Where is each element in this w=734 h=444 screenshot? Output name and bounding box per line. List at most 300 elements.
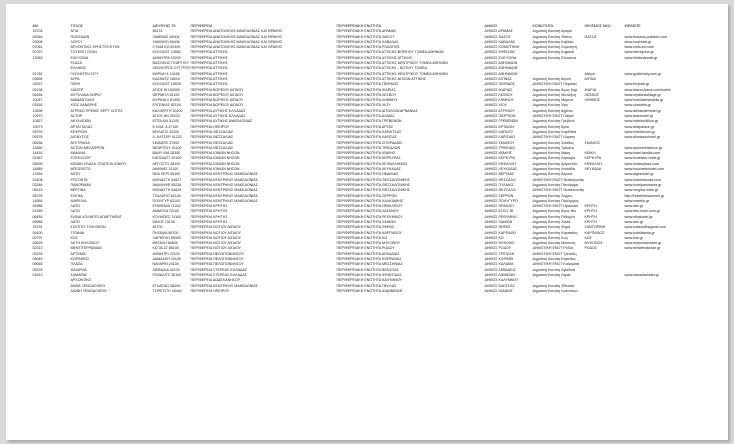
- cell-municipality: ΔΗΜΟΣ ΙΚΑΡΙΑΣ: [484, 87, 513, 92]
- cell-region: ΠΕΡΙΦΕΡΕΙΑ ΑΤΤΙΚΗΣ: [190, 71, 228, 76]
- cell-regional-unit: ΠΕΡΙΦΕΡΕΙΑΚΗ ΕΝΟΤΗΤΑ ΣΠΟΡΑΔΩΝ: [336, 140, 402, 145]
- cell-address: ΤΣΑΛΟΠΟ 62100: [152, 193, 181, 198]
- cell-title: ΧΑΙΖΕΡ: [70, 87, 84, 92]
- cell-address: ΕΠΙΜΕΝΙΔ 71202: [152, 204, 181, 209]
- cell-municipality: ΔΗΜΟΣ ΚΟΜΟΤΗΝΗ: [484, 45, 520, 50]
- cell-regional-unit: ΠΕΡΙΦΕΡΕΙΑΚΗ ΕΝΟΤΗΤΑ ΘΕΣΣΑΛΟΝΙΚΗΣ: [336, 182, 410, 187]
- cell-regional-unit: ΠΕΡΙΦΕΡΕΙΑΚΗ ΕΝΟΤΗΤΑ ΛΑΡΙΣΑΣ: [336, 135, 397, 140]
- cell-municipality: ΔΗΜΟΣ ΠΟΛΥΓΥΡΟ: [484, 198, 518, 203]
- cell-am: 05419: [32, 188, 43, 193]
- cell-address: ΛΕΩΦΟΡΟΣ ΣΥΓΓΡΟΥ: [152, 66, 190, 71]
- cell-website: www.hotelkerion.gr: [624, 129, 655, 134]
- cell-community: Δημοτική Κοινότη Καβάλα: [532, 39, 574, 44]
- header-municipality: ΔΗΜΟΣ: [484, 24, 498, 28]
- cell-region: ΠΕΡΙΦΕΡΕΙΑ ΘΕΣΣΑΛΙΑΣ: [190, 135, 234, 140]
- cell-title: ΠΑΡΚ: [70, 82, 81, 87]
- cell-settlement: Αθήνα: [584, 71, 595, 76]
- hotel-registry-table: [32, 24, 722, 294]
- cell-title: ΜΑΡΕΛΙΑ: [70, 198, 87, 203]
- cell-community: Δημοτική Κοινότη Άγιος Νικ: [532, 209, 576, 214]
- cell-municipality: ΔΗΜΟΣ ΚΑΡΔΙΤΣ: [484, 129, 514, 134]
- cell-website: www.lato-hotel.com.gr: [624, 209, 660, 214]
- cell-municipality: ΔΗΜΟΣ ΙΘΑΚΗΣ: [484, 151, 512, 156]
- cell-region: ΠΕΡΙΦΕΡΕΙΑ ΝΟΤΙΟΥ ΑΙΓΑΙΟΥ: [190, 230, 242, 235]
- cell-region: ΠΕΡΙΦΕΡΕΙΑ ΣΤΕΡΕΑΣ ΕΛΛΑΔΑΣ: [190, 272, 247, 277]
- cell-website: www.chandris.gr: [624, 103, 651, 108]
- cell-regional-unit: ΠΕΡΙΦΕΡΕΙΑΚΗ ΕΝΟΤΗΤΑ ΜΕΣΣΗΝΙΑΣ: [336, 262, 403, 267]
- cell-community: Δημοτική Κοινότη Μυτιλήνη: [532, 92, 577, 97]
- cell-regional-unit: ΠΕΡΙΦΕΡΕΙΑΚΗ ΕΝΟΤΗΤΑ ΘΕΣΣΑΛΟΝΙΚΗΣ: [336, 188, 410, 193]
- cell-address: 84700: [152, 225, 163, 230]
- cell-title: ΔΙΟΝΥΣΟΣ: [70, 135, 89, 140]
- cell-am: 07081: [32, 45, 43, 50]
- cell-title: ΑΥΡΑ: [70, 76, 80, 81]
- cell-title: ΠΛΑΖΑ: [70, 262, 83, 267]
- cell-community: Δημοτική Κοινότη Κόρινθος: [532, 257, 576, 262]
- cell-municipality: ΔΗΜΟΣ ΕΔΕΣΣΑΣ: [484, 283, 515, 288]
- cell-community: Δημοτική Κοινότη Πανόραμα: [532, 182, 578, 187]
- cell-municipality: ΔΗΜΟΣ ΛΕΣΒΟΥ: [484, 92, 513, 97]
- cell-community: Δημοτική Κοινότη Αργοστόλι: [532, 161, 578, 166]
- cell-address: ΚΩ 35-37 85100: [152, 246, 179, 251]
- cell-address: ΛΕΙΒΑΔΙΑ 32100: [152, 267, 180, 272]
- cell-community: Δημοτική Κοινότη Άρτα: [532, 124, 569, 129]
- cell-regional-unit: ΠΕΡΙΦΕΡΕΙΑΚΗ ΕΝΟΤΗΤΑ ΗΡΑΚΛΕΙΟΥ: [336, 204, 403, 209]
- cell-regional-unit: ΠΕΡΙΦΕΡΕΙΑΚΗ ΕΝΟΤΗΤΑ ΘΗΡΑΣ: [336, 225, 395, 230]
- cell-address: ΜΑΡΝΗ 4 10438: [152, 71, 180, 76]
- cell-title: ΠΑΝΟΡΑΜΑ: [70, 182, 91, 187]
- cell-address: ΒΑΘΥ ΙΘΑ 28300: [152, 151, 181, 156]
- cell-settlement: ΚΡΗΤΗ: [584, 204, 597, 209]
- cell-community: Δημοτική Κοινότη Μύρινα: [532, 98, 573, 103]
- cell-address: ΜΟΝΑΣΤΗ 54629: [152, 188, 182, 193]
- cell-address: ΑΝΑΛΗΨΕ 55236: [152, 182, 182, 187]
- cell-am: 05378: [32, 267, 43, 272]
- header-address: ΔΙΕΥΘΥΝΣ ΤΚ: [152, 24, 176, 28]
- cell-community: ΔΗΜΟΤΙΚΗ ΕΝΟΤ Πάτρα: [532, 114, 574, 119]
- cell-regional-unit: ΠΕΡΙΦΕΡΕΙΑΚΗ ΕΝΟΤΗΤΑ ΡΕΘΥΜΝΟΥ: [336, 214, 403, 219]
- cell-regional-unit: ΠΕΡΙΦΕΡΕΙΑΚΗ ΕΝΟΤΗΤΑ ΑΤΤΙΚΗΣ-ΒΟΡΕΙΟΥ ΤΟΜΕΑ ΑΘΗΝΩΝ: [336, 50, 444, 55]
- cell-title: ΜΕΝΤΙΤΕΡΡΑΝΙΑΝ: [70, 246, 102, 251]
- cell-website: http://hotelelenaserres.gr: [624, 193, 665, 198]
- cell-address: ΥΑΚΙΝΘΟ 65406: [152, 39, 180, 44]
- cell-website: www.astonmelathron.gr: [624, 145, 663, 150]
- cell-title: ΑΚΤΗ ΜΥΚΟΝΟΥ: [70, 241, 100, 246]
- cell-regional-unit: ΠΕΡΙΦΕΡΕΙΑΚΗ ΕΝΟΤΗΤΑ ΣΕΡΡΩΝ: [336, 193, 397, 198]
- cell-title: ΣΟΥΙΤΕΣ ΤΟΝ ΘΕΩΝ: [70, 225, 106, 230]
- cell-am: 05535: [32, 161, 43, 166]
- cell-regional-unit: ΠΕΡΙΦΕΡΕΙΑΚΗ ΕΝΟΤΗΤΑ ΗΜΑΘΙΑΣ: [336, 172, 399, 177]
- cell-municipality: ΔΗΜΟΣ ΤΡΙΚΚΑΙΩ: [484, 145, 515, 150]
- cell-website: www.hoteldiamantidis.gr: [624, 98, 664, 103]
- cell-municipality: ΔΗΜΟΣ ΣΚΙΑΘΟΥ: [484, 140, 515, 145]
- cell-regional-unit: ΠΕΡΙΦΕΡΕΙΑΚΗ ΕΝΟΤΗΤΑ ΠΕΛΛΑΣ: [336, 283, 397, 288]
- cell-region: ΠΕΡΙΦΕΡΕΙΑ ΑΤΤΙΚΗΣ: [190, 76, 228, 81]
- cell-address: ΑΓΙΟΣ ΚΗ 83300: [152, 87, 180, 92]
- cell-community: ΔΗΜΟΤΙΚΗ ΕΝΟΤ Ηράκλειο: [532, 204, 579, 209]
- cell-municipality: ΔΗΜΟΣ ΒΕΡΟΙΑΣ: [484, 172, 515, 177]
- cell-title: ΚΕΦΡΙΟΝ: [70, 129, 87, 134]
- cell-region: ΠΕΡΙΦΕΡΕΙΑ ΑΤΤΙΚΗΣ: [190, 61, 228, 66]
- cell-region: ΠΕΡΙΦΕΡΕΙΑ ΚΕΝΤΡΙΚΗΣ ΜΑΚΕΔΟΝΙΑΣ: [190, 198, 258, 203]
- cell-settlement: ΙΚΑΡΙΑ: [584, 87, 597, 92]
- cell-am: 15791: [32, 225, 43, 230]
- cell-website: www.elefsinahotel.gr: [624, 55, 658, 60]
- table-row: [32, 289, 722, 294]
- cell-region: ΠΕΡΙΦΕΡΕΙΑ ΙΟΝΙΩΝ ΝΗΣΩΝ: [190, 156, 240, 161]
- cell-community: Δημοτική Κοινότη Βέροια: [532, 172, 573, 177]
- cell-regional-unit: ΠΕΡΙΦΕΡΕΙΑΚΗ ΕΝΟΤΗΤΑ ΘΑΣΟΥ: [336, 34, 395, 39]
- cell-community: Δημοτική Κοινότη Θάσος: [532, 34, 573, 39]
- cell-regional-unit: ΠΕΡΙΦΕΡΕΙΑΚΗ ΕΝΟΤΗΤΑ ΛΕΥΚΑΔΑΣ: [336, 167, 401, 172]
- cell-am: 02408: [32, 177, 43, 182]
- cell-am: 05049: [32, 257, 43, 262]
- cell-regional-unit: ΠΕΡΙΦΕΡΕΙΑΚΗ ΕΝΟΤΗΤΑ ΧΙΟΥ: [336, 103, 391, 108]
- cell-am: 09138: [32, 87, 43, 92]
- cell-website: www.elinahotel.gr: [624, 214, 653, 219]
- cell-community: ΔΗΜΟΤΙΚΗ ΕΝΟΤ Καλαμάτα: [532, 262, 580, 267]
- cell-community: ΔΗΜΟΤΙΚΗ ΕΝΟΤ Ρόδος: [532, 246, 574, 251]
- cell-address: ΒΑΣΙΛΕΩΣ ΓΕΩΡΓΙΟΥ: [152, 61, 189, 66]
- table-body: [32, 29, 722, 294]
- cell-municipality: ΔΗΜΟΣ ΕΛΕΥΣΙΝΑ: [484, 55, 517, 60]
- cell-address: ΕΓΝΑΤΙΑΣ 58200: [152, 283, 181, 288]
- cell-title: ΕΛΛΗΝΙΣ: [70, 66, 87, 71]
- cell-address: ΙΩΝΟΣ 73136: [152, 219, 175, 224]
- cell-title: ΠΟΣΕΙΔΩΝ: [70, 34, 90, 39]
- cell-region: ΠΕΡΙΦΕΡΕΙΑ ΑΤΤΙΚΗΣ: [190, 82, 228, 87]
- cell-community: Δημοτική Κοινότη Ρέθυμνο: [532, 214, 576, 219]
- cell-municipality: ΔΗΜΟΣ ΚΗΦΙΣΙΑΣ: [484, 50, 516, 55]
- cell-website: www.samarashotel.gr: [624, 272, 659, 277]
- cell-am: 06184: [32, 92, 43, 97]
- cell-address: ΜΠΛΑΤΣΙ 43100: [152, 129, 180, 134]
- cell-region: ΠΕΡΙΦΕΡΕΙΑ ΒΟΡΕΙΟΥ ΑΙΓΑΙΟΥ: [190, 103, 244, 108]
- cell-municipality: ΔΗΜΟΣ ΚΕΡΚΥΡΑ: [484, 156, 516, 161]
- cell-community: Δημοτική Κοινότη Σκιάθος: [532, 140, 574, 145]
- cell-community: Δημοτική Κοινότη Έδεσσα: [532, 283, 575, 288]
- cell-title: ΜΥΤΙΛΑΝΑ ΧΩΡΙΟ: [70, 92, 101, 97]
- cell-title: ΤΟΥΕΝΤΙ ΟΥΑΝ: [70, 50, 97, 55]
- cell-am: 13596: [32, 108, 43, 113]
- cell-region: ΠΕΡΙΦΕΡΕΙΑ ΚΕΝΤΡΙΚΗΣ ΜΑΚΕΔΟΝΙΑΣ: [190, 172, 258, 177]
- cell-regional-unit: ΠΕΡΙΦΕΡΕΙΑΚΗ ΕΝΟΤΗΤΑ ΑΤΤΙΚΗΣ-ΝΗΣΩΝ ΑΤΤΙΚΗΣ: [336, 76, 426, 81]
- cell-address: ΠΟΛΥΓΥΡ 63100: [152, 198, 181, 203]
- cell-website: www.ionianplaza.com: [624, 161, 660, 166]
- cell-address: ΔΑΦΝΗΣ 31100: [152, 167, 179, 172]
- cell-municipality: ΔΗΜΟΣ ΠΑΤΡΕΩΝ: [484, 114, 516, 119]
- cell-am: 03694: [32, 76, 43, 81]
- cell-address: ΑΡΓΟΣΤΟ 28100: [152, 161, 181, 166]
- cell-website: www.vergina-hotel.gr: [624, 188, 659, 193]
- cell-address: ΔΗΜΗΤΡΑ 19200: [152, 55, 181, 60]
- cell-community: Δημοτική Κοινότη Κηφισιά: [532, 50, 574, 55]
- cell-region: ΠΕΡΙΦΕΡΕΙΑ ΗΠΕΙΡΟΥ: [190, 288, 230, 293]
- cell-settlement: [584, 289, 624, 294]
- cell-community: Δημοτική Κοινότη Άγιος Κηρ: [532, 87, 578, 92]
- cell-address: ΚΑΛΛΕΡΓΗ 30100: [152, 108, 183, 113]
- cell-regional-unit: ΠΕΡΙΦΕΡΕΙΑΚΗ ΕΝΟΤΗΤΑ ΡΟΔΟΥ: [336, 246, 395, 251]
- cell-title: ΔΙΩΝΗ ΞΕΝΟΔΟΧΕΙΟ: [70, 288, 107, 293]
- cell-address: ΔΗΜΗΤΡΙ 22100: [152, 251, 180, 256]
- cell-address: ΚΑΠΟΔΙΣΤ 49100: [152, 156, 182, 161]
- cell-am: 03384: [32, 182, 43, 187]
- cell-regional-unit: ΠΕΡΙΦΕΡΕΙΑΚΗ ΕΝΟΤΗΤΑ ΚΑΡΠΑΘΟΥ: [336, 230, 403, 235]
- cell-am: 15704: [32, 29, 43, 34]
- cell-website: www.kos.gr: [624, 235, 643, 240]
- cell-regional-unit: ΠΕΡΙΦΕΡΕΙΑΚΗ ΕΝΟΤΗΤΑ ΙΩΑΝΝΙΝΩΝ: [336, 288, 403, 293]
- cell-am: 13073: [32, 124, 43, 129]
- cell-am: 00767: [32, 50, 43, 55]
- cell-region: ΠΕΡΙΦΕΡΕΙΑ ΔΩΔΕΚΑΝΗΣΟΥ: [190, 278, 241, 283]
- cell-region: ΠΕΡΙΦΕΡΕΙΑ ΔΥΤΙΚΗΣ ΕΛΛΑΔΑΣ: [190, 108, 246, 113]
- cell-municipality: ΔΗΜΟΣ ΔΡΑΜΑΣ: [484, 29, 513, 34]
- header-settlement: ΟΙΚΙΣΜΟΣ ΝΚΟ: [584, 24, 611, 28]
- cell-municipality: ΔΗΜΟΣ ΗΡΑΚΛΕΙ: [484, 204, 514, 209]
- cell-region: ΠΕΡΙΦΕΡΕΙΑ ΝΟΤΙΟΥ ΑΙΓΑΙΟΥ: [190, 241, 242, 246]
- cell-municipality: ΔΗΜΟΣ ΡΟΔΟΥ: [484, 246, 512, 251]
- cell-region: ΠΕΡΙΦΕΡΕΙΑ ΘΕΣΣΑΛΙΑΣ: [190, 140, 234, 145]
- cell-am: 01619: [32, 272, 43, 277]
- header-title: ΤΙΤΛΟΣ: [70, 24, 83, 28]
- cell-address: ΚΟΥΜΠΕΣ 74100: [152, 214, 182, 219]
- cell-title: ΑΥΣΤΡΑΛΙΑ: [70, 140, 90, 145]
- cell-settlement: ΚΡΗΤΗ: [584, 219, 597, 224]
- cell-municipality: ΔΗΜΟΣ ΘΕΣΣΑΛΟ: [484, 188, 516, 193]
- cell-title: ΜΠΟΣΚΕΤΟ: [70, 167, 91, 172]
- cell-regional-unit: ΠΕΡΙΦΕΡΕΙΑΚΗ ΕΝΟΤΗΤΑ ΚΑΛΥΜΝΟΥ: [336, 278, 403, 283]
- cell-address: ΤΣΙΡΙΓΩΤΗ 45444: [152, 288, 182, 293]
- cell-region: ΠΕΡΙΦΕΡΕΙΑ ΑΝΑΤΟΛΙΚΗΣ ΜΑΚΕΔΟΝΙΑΣ ΚΑΙ ΘΡΑΚΗΣ: [190, 29, 283, 34]
- cell-regional-unit: ΠΕΡΙΦΕΡΕΙΑΚΗ ΕΝΟΤΗΤΑ ΚΩ: [336, 235, 388, 240]
- cell-am: 02313: [32, 246, 43, 251]
- cell-title: ΦΑΜΙΛΙΑ: [70, 151, 86, 156]
- cell-community: Δημοτική Κοινότη Λευκάδα: [532, 167, 575, 172]
- cell-community: Δημοτική Κοινότη Ιθάκη: [532, 151, 571, 156]
- cell-community: ΔΗΜΟΤΙΚΗ ΕΝΟΤ Πειραιάς: [532, 82, 578, 87]
- cell-region: ΠΕΡΙΦΕΡΕΙΑ ΠΕΛΟΠΟΝΝΗΣΟΥ: [190, 251, 244, 256]
- cell-website: www.mediterranean.gr: [624, 246, 661, 251]
- cell-community: Δημοτική Κοινότη Τρίκαλα: [532, 145, 574, 150]
- cell-settlement: ΛΕΥΚΑΔΑ: [584, 167, 602, 172]
- cell-region: ΠΕΡΙΦΕΡΕΙΑ ΗΠΕΙΡΟΥ: [190, 124, 230, 129]
- cell-title: ΦΑΙΔΡΙΑΣ: [70, 267, 88, 272]
- cell-am: 10047: [32, 98, 43, 103]
- cell-community: Δημοτική Κοινότη Σέρρες: [532, 193, 573, 198]
- cell-municipality: ΔΗΜΟΣ ΚΑΛΑΜΑ: [484, 262, 514, 267]
- cell-region: ΠΕΡΙΦΕΡΕΙΑ ΚΕΝΤΡΙΚΗΣ ΜΑΚΕΔΟΝΙΑΣ: [190, 193, 258, 198]
- cell-settlement: ΡΟΔΟΣ: [584, 246, 597, 251]
- cell-region: ΠΕΡΙΦΕΡΕΙΑ ΚΕΝΤΡΙΚΗΣ ΜΑΚΕΔΟΝΙΑΣ: [190, 188, 258, 193]
- cell-regional-unit: ΠΕΡΙΦΕΡΕΙΑΚΗ ΕΝΟΤΗΤΑ ΓΡΕΒΕΝΩΝ: [336, 119, 402, 124]
- cell-community: Δημοτική Κοινότη Κάρπαθος: [532, 230, 578, 235]
- cell-municipality: ΔΗΜΟΣ ΘΕΣΣΑΛΟ: [484, 177, 516, 182]
- cell-website: www.marelia.gr: [624, 198, 650, 203]
- cell-regional-unit: ΠΕΡΙΦΕΡΕΙΑΚΗ ΕΝΟΤΗΤΑ ΑΤΤΙΚΗΣ-ΚΕΝΤΡΙΚΟΥ ΤΟΜΕΑ ΑΘΗΝΩΝ: [336, 61, 448, 66]
- cell-am: 14416: [32, 151, 43, 156]
- cell-website: www.suitesofthegods.com: [624, 225, 667, 230]
- cell-community: ΔΗΜΟΤΙΚΗ ΕΝΟΤ Θεσσαλονίκη: [532, 188, 584, 193]
- cell-municipality: ΔΗΜΟΣ ΘΑΣΟΥ: [484, 34, 511, 39]
- cell-regional-unit: ΠΕΡΙΦΕΡΕΙΑΚΗ ΕΝΟΤΗΤΑ ΤΡΙΚΑΛΩΝ: [336, 145, 401, 150]
- cell-title: ΑΡΧΟΝΤΙΚΟ ΧΡΗΣΤΟΥ-ΕΥΗΣ: [70, 45, 120, 50]
- cell-title: ΑΓΡΙΝΙΟ ΠΡΕΜΙΣ ΧΕΡΤ ΧΟΤΕΛ: [70, 108, 123, 113]
- cell-address: 3 ΧΛΜ ΚΟ 69100: [152, 45, 181, 50]
- cell-am: 14889: [32, 167, 43, 172]
- cell-website: www.asterhotel.gr: [624, 114, 654, 119]
- cell-am: 09378: [32, 135, 43, 140]
- cell-region: ΠΕΡΙΦΕΡΕΙΑ ΚΡΗΤΗΣ: [190, 204, 228, 209]
- cell-regional-unit: ΠΕΡΙΦΕΡΕΙΑΚΗ ΕΝΟΤΗΤΑ ΚΕΦΑΛΛΗΝΙΑΣ: [336, 161, 408, 166]
- cell-address: ΧΑΡΜΥΛΗ 85300: [152, 235, 181, 240]
- cell-region: ΠΕΡΙΦΕΡΕΙΑ ΙΟΝΙΩΝ ΝΗΣΩΝ: [190, 151, 240, 156]
- cell-region: ΠΕΡΙΦΕΡΕΙΑ ΝΟΤΙΟΥ ΑΙΓΑΙΟΥ: [190, 246, 242, 251]
- cell-settlement: ΘΑΣΟΣ: [584, 34, 597, 39]
- cell-address: ΜΕΓΑΛΗ 84600: [152, 241, 178, 246]
- cell-title: ΛΑΤΩ: [70, 209, 80, 214]
- cell-municipality: ΔΗΜΟΣ ΑΓΙΟΥ ΝΙ: [484, 209, 514, 214]
- cell-region: ΠΕΡΙΦΕΡΕΙΑ ΣΤΕΡΕΑΣ ΕΛΛΑΔΑΣ: [190, 267, 247, 272]
- cell-address: ΝΕΩΡΓΙΟΥ 42100: [152, 145, 182, 150]
- cell-website: www.hotel-familia.com: [624, 151, 661, 156]
- cell-title: ΑΡΤΑ ΠΑΛΑΣ: [70, 124, 93, 129]
- cell-settlement: ΑΙΓΙΝΑ: [584, 76, 596, 81]
- cell-address: ΠΗΓΑΔΙΑ 85700: [152, 230, 179, 235]
- cell-settlement: ΙΘΑΚΗ: [584, 151, 596, 156]
- cell-municipality: ΔΗΜΟΣ ΚΕΦΑΛΛΗ: [484, 161, 516, 166]
- cell-community: Δημοτική Κοινότη Πολύγυρος: [532, 198, 579, 203]
- cell-address: ΜΥΡΙΝΑ Λ 81400: [152, 98, 181, 103]
- header-regional-unit: ΠΕΡΙΦΕΡΕΙΑΚΗ ΕΝΟΤΗΤΑ: [336, 24, 382, 28]
- cell-municipality: ΔΗΜΟΣ ΠΕΙΡΑΙΩΣ: [484, 82, 515, 87]
- cell-community: Δημοτική Κοινότη Ιωαννίνων: [532, 288, 578, 293]
- cell-title: ΙΟΝΙΑΝ ΠΛΑΖΑ -ΠΛΑΤΕΙΑ ΙΟΝΙΟΥ: [70, 161, 127, 166]
- cell-municipality: ΔΗΜΟΣ ΑΘΗΝΑΙΩΝ: [484, 66, 518, 71]
- cell-regional-unit: ΠΕΡΙΦΕΡΕΙΑΚΗ ΕΝΟΤΗΤΑ ΜΥΚΟΝΟΥ: [336, 241, 401, 246]
- cell-address: ΛΙΜΕΝΑΣ 64004: [152, 34, 180, 39]
- cell-website: www.lucyhotel.gr: [624, 39, 652, 44]
- cell-municipality: ΔΗΜΟΣ ΣΕΡΡΩΝ: [484, 193, 514, 198]
- cell-title: ΑΣΤΟΝ ΜΕΛΑΦΡΟΝ: [70, 145, 105, 150]
- cell-title: ΑΙΓΕΣ: [70, 172, 81, 177]
- cell-region: ΠΕΡΙΦΕΡΕΙΑ ΑΝΑΤΟΛΙΚΗΣ ΜΑΚΕΔΟΝΙΑΣ ΚΑΙ ΘΡΑΚΗΣ: [190, 39, 283, 44]
- cell-community: Δημοτική Κοινότη Καρδίτσα: [532, 129, 577, 134]
- cell-municipality: ΔΗΜΟΣ ΚΩ: [484, 235, 504, 240]
- cell-regional-unit: ΠΕΡΙΦΕΡΕΙΑΚΗ ΕΝΟΤΗΤΑ ΑΧΑΪΑΣ: [336, 114, 395, 119]
- header-region: ΠΕΡΙΦΕΡΕΙΑ: [190, 24, 213, 28]
- cell-community: Δημοτική Κοινότη Χανιά: [532, 219, 571, 224]
- cell-am: 02797: [32, 235, 43, 240]
- cell-am: 02387: [32, 156, 43, 161]
- cell-am: 12660: [32, 145, 43, 150]
- cell-website: www.artapalace.gr: [624, 124, 655, 129]
- cell-region: ΠΕΡΙΦΕΡΕΙΑ ΠΕΛΟΠΟΝΝΗΣΟΥ: [190, 262, 244, 267]
- cell-title: ΑΡΤΕΜΙΣ: [70, 251, 87, 256]
- header-am: ΑΜ: [32, 24, 38, 28]
- cell-title: ΔΙΑΜΑΝΤΙΔΗΣ: [70, 98, 95, 103]
- cell-website: www.island-ikaria.com/hotels: [624, 87, 671, 92]
- cell-regional-unit: ΠΕΡΙΦΕΡΕΙΑΚΗ ΕΝΟΤΗΤΑ ΦΘΙΩΤΙΔΑΣ: [336, 272, 402, 277]
- cell-website: www.mytilanavillage.gr: [624, 92, 661, 97]
- cell-title: ΕΛΕΝΑ: [70, 193, 83, 198]
- cell-municipality: ΔΗΜΟΣ ΛΑΡΙΣΑΙΩ: [484, 135, 515, 140]
- cell-municipality: ΔΗΜΟΣ ΧΑΝΙΩΝ: [484, 219, 513, 224]
- cell-region: ΠΕΡΙΦΕΡΕΙΑ ΚΡΗΤΗΣ: [190, 209, 228, 214]
- cell-title: ΣΑΜΑΡΑΣ: [70, 272, 88, 277]
- cell-settlement: ΚΡΗΤΗ: [584, 209, 597, 214]
- cell-regional-unit: ΠΕΡΙΦΕΡΕΙΑΚΗ ΕΝΟΤΗΤΑ ΑΤΤΙΚΗΣ - ΝΟΤΙΟΥ ΤΟΜΕΑ: [336, 66, 428, 71]
- cell-region: ΠΕΡΙΦΕΡΕΙΑ ΝΟΤΙΟΥ ΑΙΓΑΙΟΥ: [190, 235, 242, 240]
- cell-am: [32, 289, 70, 294]
- cell-title: ΑΓΙΑ: [70, 29, 79, 34]
- cell-community: Δημοτική Κοινότη Γρεβενά: [532, 119, 575, 124]
- cell-settlement: ΣΑΝΤΟΡΙΝΗ: [584, 225, 606, 230]
- cell-address: ΑΓΙΟΥ ΑΝ 26223: [152, 114, 180, 119]
- cell-title: ΑΝΘΑ ΞΕΝΟΔΟΧΕΙΟ: [70, 283, 106, 288]
- cell-website: www.excelsior-hotel.gr: [624, 156, 661, 161]
- cell-address: ΡΟΖΑΛΙΤΣ 35100: [152, 272, 182, 277]
- cell-regional-unit: ΠΕΡΙΦΕΡΕΙΑΚΗ ΕΝΟΤΗΤΑ ΛΑΣΙΘΙΟΥ: [336, 209, 399, 214]
- cell-municipality: ΔΗΜΟΣ ΛΗΜΝΟΥ: [484, 98, 514, 103]
- cell-regional-unit: ΠΕΡΙΦΕΡΕΙΑΚΗ ΕΝΟΤΗΤΑ ΘΕΣΣΑΛΟΝΙΚΗΣ: [336, 177, 410, 182]
- cell-address: ΚΟΛΟΚΟΤ 14562: [152, 50, 181, 55]
- cell-title: ΡΟΤΟΝΤΑ: [70, 177, 88, 182]
- cell-am: 10970: [32, 114, 43, 119]
- cell-municipality: ΔΗΜΟΣ ΑΘΗΝΑΙΩΝ: [484, 71, 518, 76]
- cell-regional-unit: ΠΕΡΙΦΕΡΕΙΑΚΗ ΕΝΟΤΗΤΑ ΙΘΑΚΗΣ: [336, 151, 396, 156]
- cell-title: ΛΑΤΩ: [70, 204, 80, 209]
- cell-am: 01360: [32, 209, 43, 214]
- cell-regional-unit: ΠΕΡΙΦΕΡΕΙΑΚΗ ΕΝΟΤΗΤΑ ΧΑΛΚΙΔΙΚΗΣ: [336, 198, 404, 203]
- cell-region: ΠΕΡΙΦΕΡΕΙΑ ΑΤΤΙΚΗΣ: [190, 55, 228, 60]
- cell-title: ΕΞΚΕΛΣΙΟΡ: [70, 156, 91, 161]
- cell-municipality: ΔΗΜΟΣ ΑΓΡΙΝΙΟΥ: [484, 108, 515, 113]
- cell-regional-unit: ΠΕΡΙΦΕΡΕΙΑΚΗ ΕΝΟΤΗΤΑ ΑΡΚΑΔΙΑΣ: [336, 251, 400, 256]
- cell-region: ΠΕΡΙΦΕΡΕΙΑ ΒΟΡΕΙΟΥ ΑΙΓΑΙΟΥ: [190, 87, 244, 92]
- cell-am: 03908: [32, 39, 43, 44]
- cell-region: ΠΕΡΙΦΕΡΕΙΑ ΘΕΣΣΑΛΙΑΣ: [190, 145, 234, 150]
- cell-am: 09065: [32, 262, 43, 267]
- cell-address: ΝΑΥΑΡΙΝ 24100: [152, 262, 179, 267]
- cell-municipality: ΔΗΜΟΣ ΤΡΙΠΟΛΗ: [484, 251, 515, 256]
- cell-address: ΚΑΖΑΝΤΖ 18010: [152, 76, 180, 81]
- cell-region: ΠΕΡΙΦΕΡΕΙΑ ΑΤΤΙΚΗΣ: [190, 50, 228, 55]
- cell-website: www.goldencity.com.gr: [624, 71, 661, 76]
- cell-settlement: ΚΡΗΤΗ: [584, 214, 597, 219]
- cell-municipality: ΔΗΜΟΣ ΚΟΡΙΝΘΙ: [484, 257, 514, 262]
- cell-title: ΒΕΡΓΙΝΑ: [70, 188, 86, 193]
- cell-region: ΠΕΡΙΦΕΡΕΙΑ ΔΥΤΙΚΗΣ ΜΑΚΕΔΟΝΙΑΣ: [190, 119, 253, 124]
- cell-region: ΠΕΡΙΦΕΡΕΙΑ ΠΕΛΟΠΟΝΝΗΣΟΥ: [190, 257, 244, 262]
- cell-regional-unit: ΠΕΡΙΦΕΡΕΙΑΚΗ ΕΝΟΤΗΤΑ ΔΡΑΜΑΣ: [336, 29, 397, 34]
- cell-am: 04986: [32, 204, 43, 209]
- cell-regional-unit: ΠΕΡΙΦΕΡΕΙΑΚΗ ΕΝΟΤΗΤΑ ΡΟΔΟΠΗΣ: [336, 45, 400, 50]
- cell-municipality: ΔΗΜΟΣ ΛΕΒΑΔΕΩ: [484, 267, 516, 272]
- cell-website: www.boschettohotel.com: [624, 167, 665, 172]
- cell-municipality: ΔΗΜΟΣ ΑΡΤΑΙΩΝ: [484, 124, 514, 129]
- cell-address: 66131: [152, 29, 163, 34]
- cell-settlement: ΣΚΙΑΘΟΣ: [584, 140, 601, 145]
- cell-community: Δημοτική Κοινότη Λιβαδειά: [532, 267, 575, 272]
- cell-regional-unit: ΠΕΡΙΦΕΡΕΙΑΚΗ ΕΝΟΤΗΤΑ ΠΕΙΡΑΙΩΣ: [336, 82, 399, 87]
- cell-municipality: ΔΗΜΟΣ ΧΙΟΥ: [484, 103, 507, 108]
- cell-address: Λ. ΚΑΤΣΕΡ 41223: [152, 135, 182, 140]
- cell-region: ΠΕΡΙΦΕΡΕΙΑ ΙΟΝΙΩΝ ΝΗΣΩΝ: [190, 167, 240, 172]
- cell-region: ΠΕΡΙΦΕΡΕΙΑ ΚΡΗΤΗΣ: [190, 219, 228, 224]
- cell-website: www.alexanderhotel.gr: [624, 108, 661, 113]
- cell-website: www.dionissoshotel.gr: [624, 135, 661, 140]
- cell-region: ΠΕΡΙΦΕΡΕΙΑ ΚΕΝΤΡΙΚΗΣ ΜΑΚΕΔΟΝΙΑΣ: [190, 177, 258, 182]
